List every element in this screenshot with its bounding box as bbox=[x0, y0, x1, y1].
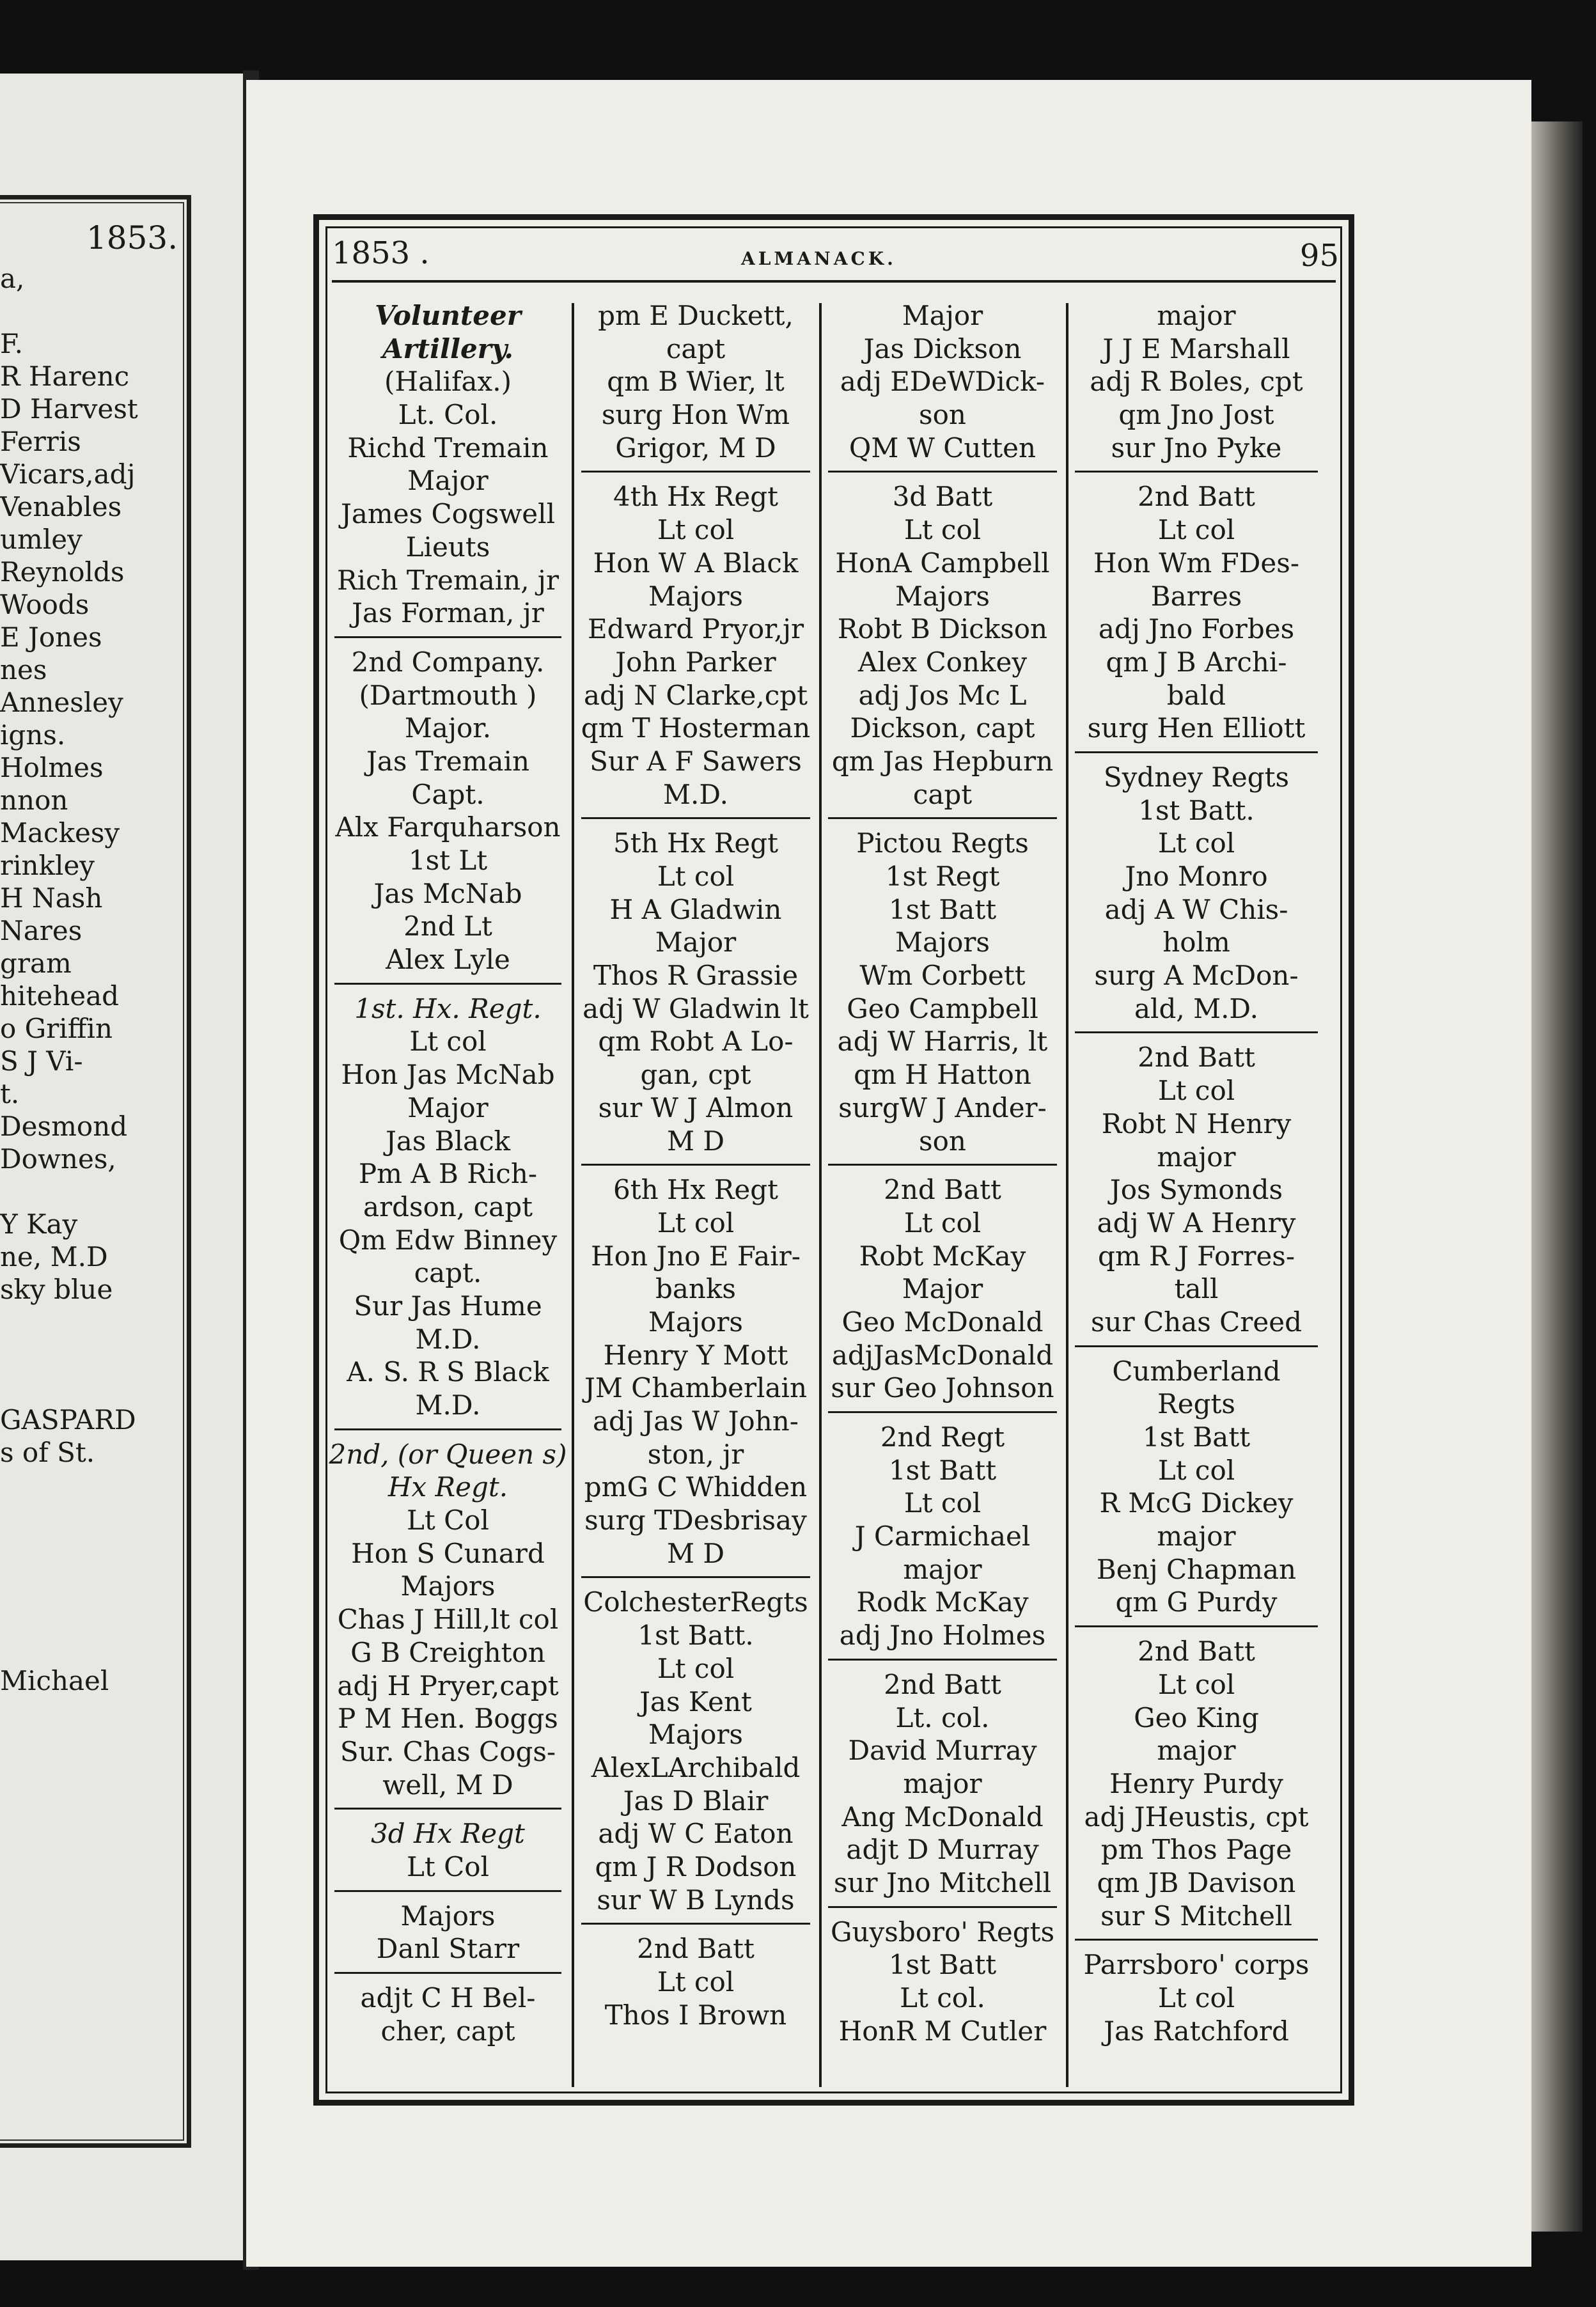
roster-line: sur Jno Pyke bbox=[1111, 432, 1282, 464]
left-page-line: gram bbox=[0, 948, 72, 979]
roster-line: Jas Ratchford bbox=[1104, 2015, 1289, 2047]
roster-line: capt bbox=[666, 332, 726, 364]
section-rule bbox=[581, 1164, 810, 1166]
roster-line: 2nd Batt bbox=[637, 1933, 755, 1965]
roster-line: adj Jno Forbes bbox=[1098, 613, 1295, 645]
left-page-line: a, bbox=[0, 263, 25, 294]
roster-line: Barres bbox=[1150, 580, 1242, 612]
section-rule bbox=[334, 1890, 561, 1892]
roster-line: P M Hen. Boggs bbox=[338, 1703, 558, 1735]
roster-line: Henry Y Mott bbox=[603, 1339, 788, 1371]
roster-line: adjt D Murray bbox=[846, 1834, 1039, 1866]
left-page-line: Nares bbox=[0, 915, 82, 946]
roster-line: holm bbox=[1162, 927, 1230, 958]
roster-line: Regts bbox=[1157, 1388, 1235, 1420]
roster-line: banks bbox=[655, 1273, 736, 1305]
roster-line: QM W Cutten bbox=[849, 432, 1037, 464]
roster-line: 1st Regt bbox=[885, 861, 1000, 892]
roster-line: pmG C Whidden bbox=[584, 1471, 808, 1503]
roster-line: Major. bbox=[404, 712, 492, 744]
roster-line: Sydney Regts bbox=[1103, 761, 1290, 793]
roster-line: major bbox=[1157, 1141, 1236, 1173]
column-4 bbox=[1068, 299, 1324, 2091]
roster-line: Dickson, capt bbox=[850, 712, 1035, 744]
roster-line: Alx Farquharson bbox=[335, 811, 561, 843]
roster-line: 1st. Hx. Regt. bbox=[354, 992, 542, 1024]
left-page-line: Michael bbox=[0, 1665, 109, 1696]
roster-line: adjJasMcDonald bbox=[831, 1339, 1054, 1371]
roster-line: Hon Jno E Fair- bbox=[591, 1240, 801, 1272]
roster-line: Robt B Dickson bbox=[837, 613, 1048, 645]
header-year: 1853 . bbox=[332, 235, 430, 271]
roster-line: well, M D bbox=[382, 1769, 513, 1801]
page-number: 95 bbox=[1299, 238, 1339, 274]
roster-line: qm J B Archi- bbox=[1106, 646, 1287, 678]
roster-line: Hx Regt. bbox=[387, 1471, 508, 1503]
section-rule bbox=[581, 471, 810, 473]
left-page-line: umley bbox=[0, 524, 82, 555]
section-rule bbox=[828, 1906, 1057, 1908]
running-header bbox=[332, 229, 1339, 283]
section-rule bbox=[1075, 751, 1318, 753]
roster-line: 2nd Batt bbox=[1138, 1042, 1255, 1074]
left-page-line: ne, M.D bbox=[0, 1241, 108, 1272]
roster-line: Major bbox=[655, 927, 737, 958]
roster-line: Lt col bbox=[1157, 514, 1235, 546]
almanack-page-frame bbox=[313, 214, 1354, 2106]
left-page-line: Desmond bbox=[0, 1111, 128, 1142]
roster-line: Jas Forman, jr bbox=[352, 597, 544, 629]
roster-line: (Halifax.) bbox=[384, 366, 512, 398]
roster-line: Jas Black bbox=[385, 1125, 511, 1157]
roster-line: M.D. bbox=[663, 778, 728, 810]
left-page-line bbox=[0, 1469, 179, 1501]
roster-line: qm Jas Hepburn bbox=[831, 745, 1054, 777]
roster-line: J J E Marshall bbox=[1102, 332, 1290, 364]
left-page-line: D Harvest bbox=[0, 393, 138, 425]
roster-line: 3d Batt bbox=[892, 481, 993, 513]
left-page-line bbox=[0, 1534, 179, 1567]
roster-line: ald, M.D. bbox=[1134, 992, 1258, 1024]
roster-line: HonR M Cutler bbox=[838, 2015, 1047, 2047]
roster-line: Pm A B Rich- bbox=[358, 1158, 538, 1190]
section-rule bbox=[1075, 1939, 1318, 1941]
left-page-line bbox=[0, 1567, 179, 1599]
roster-line: sur W J Almon bbox=[598, 1091, 794, 1123]
roster-line: adj Jos Mc L bbox=[858, 679, 1027, 711]
roster-line: Guysboro' Regts bbox=[830, 1916, 1055, 1948]
column-divider bbox=[572, 303, 574, 2087]
roster-line: J Carmichael bbox=[854, 1521, 1031, 1552]
roster-line: bald bbox=[1166, 679, 1226, 711]
section-rule bbox=[1075, 471, 1318, 473]
roster-line: pm E Duckett, bbox=[598, 300, 794, 331]
roster-line: (Dartmouth ) bbox=[359, 679, 537, 711]
roster-line: qm T Hosterman bbox=[581, 712, 811, 744]
roster-line: 2nd, (or Queen s) bbox=[329, 1438, 567, 1470]
roster-line: ColchesterRegts bbox=[583, 1586, 808, 1618]
roster-line: Jas Tremain bbox=[366, 745, 530, 777]
roster-line: Lt. col. bbox=[895, 1701, 990, 1733]
roster-line: Geo King bbox=[1134, 1701, 1259, 1733]
roster-line: tall bbox=[1174, 1273, 1219, 1305]
roster-line: Rich Tremain, jr bbox=[336, 564, 559, 596]
roster-line: Hon Jas McNab bbox=[341, 1059, 555, 1091]
roster-line: Jas D Blair bbox=[623, 1785, 769, 1817]
roster-line: Jno Monro bbox=[1125, 861, 1268, 892]
roster-line: surg A McDon- bbox=[1094, 960, 1299, 992]
roster-line: H A Gladwin bbox=[609, 893, 782, 925]
roster-line: Lt col bbox=[657, 514, 735, 546]
roster-line: Lt col bbox=[657, 861, 735, 892]
roster-line: Lt col bbox=[904, 1207, 982, 1239]
roster-line: Pictou Regts bbox=[856, 827, 1029, 859]
left-page-line: Annesley bbox=[0, 687, 123, 718]
left-page-line: nnon bbox=[0, 785, 68, 816]
roster-line: Lt col. bbox=[900, 1982, 985, 2014]
roster-line: 1st Batt. bbox=[638, 1620, 754, 1652]
roster-line: capt. bbox=[414, 1257, 482, 1289]
roster-line: pm Thos Page bbox=[1100, 1834, 1292, 1866]
roster-line: son bbox=[919, 399, 966, 431]
roster-line: 1st Batt bbox=[888, 1949, 997, 1981]
roster-line: Majors bbox=[648, 1306, 743, 1338]
roster-line: adj W Gladwin lt bbox=[583, 992, 809, 1024]
left-page-line: t. bbox=[0, 1078, 20, 1109]
roster-line: Lt col bbox=[409, 1026, 487, 1058]
roster-line: Thos I Brown bbox=[604, 1999, 787, 2031]
roster-line: sur Geo Johnson bbox=[831, 1372, 1054, 1404]
roster-line: 2nd Company. bbox=[351, 646, 545, 678]
section-rule bbox=[1075, 1625, 1318, 1627]
section-rule bbox=[334, 636, 561, 638]
roster-line: Edward Pryor,jr bbox=[587, 613, 804, 645]
roster-line: adjt C H Bel- bbox=[360, 1982, 536, 2014]
roster-line: son bbox=[919, 1125, 966, 1157]
roster-line: 2nd Lt bbox=[403, 911, 492, 942]
roster-line: Danl Starr bbox=[376, 1933, 520, 1965]
roster-line: Jas Dickson bbox=[863, 332, 1022, 364]
roster-line: M.D. bbox=[415, 1323, 481, 1355]
roster-line: Chas J Hill,lt col bbox=[337, 1604, 559, 1636]
left-page-line: R Harenc bbox=[0, 361, 130, 392]
roster-line: 2nd Batt bbox=[884, 1668, 1001, 1700]
roster-line: surg Hon Wm bbox=[601, 399, 790, 431]
left-page-line bbox=[0, 1338, 179, 1371]
roster-line: Volunteer bbox=[375, 300, 521, 331]
roster-line: Lt col bbox=[1157, 1454, 1235, 1486]
section-rule bbox=[1075, 1345, 1318, 1347]
roster-line: Grigor, M D bbox=[615, 432, 776, 464]
section-rule bbox=[828, 1411, 1057, 1413]
roster-line: Lt. Col. bbox=[398, 399, 498, 431]
left-page-line: H Nash bbox=[0, 882, 103, 914]
roster-line: qm B Wier, lt bbox=[607, 366, 785, 398]
roster-line: qm JB Davison bbox=[1097, 1866, 1296, 1898]
section-rule bbox=[581, 1576, 810, 1578]
roster-line: 2nd Batt bbox=[884, 1174, 1001, 1206]
roster-line: JM Chamberlain bbox=[584, 1372, 808, 1404]
roster-line: Thos R Grassie bbox=[593, 960, 799, 992]
roster-line: John Parker bbox=[615, 646, 776, 678]
roster-line: 1st Batt bbox=[1142, 1421, 1251, 1453]
roster-line: Lt col bbox=[657, 1207, 735, 1239]
roster-line: M D bbox=[666, 1125, 725, 1157]
roster-line: Lt col bbox=[1157, 1982, 1235, 2014]
left-page-line: s of St. bbox=[0, 1437, 95, 1468]
left-page-line: S J Vi- bbox=[0, 1045, 83, 1077]
roster-line: Cumberland bbox=[1112, 1355, 1281, 1387]
roster-line: Majors bbox=[648, 1719, 743, 1751]
roster-line: Richd Tremain bbox=[347, 432, 549, 464]
left-page-line: Downes, bbox=[0, 1143, 116, 1175]
roster-line: Lt col bbox=[1157, 827, 1235, 859]
roster-line: Lt col bbox=[1157, 1075, 1235, 1107]
left-page bbox=[0, 74, 243, 2260]
roster-line: 2nd Batt bbox=[1138, 481, 1255, 513]
section-rule bbox=[828, 817, 1057, 819]
roster-line: adj EDeWDick- bbox=[840, 366, 1045, 398]
left-page-line bbox=[0, 1599, 179, 1632]
roster-line: Major bbox=[902, 1273, 983, 1305]
section-rule bbox=[581, 1923, 810, 1925]
left-page-line: Y Kay bbox=[0, 1208, 78, 1240]
left-page-line: Mackesy bbox=[0, 817, 120, 849]
roster-line: adj W Harris, lt bbox=[837, 1026, 1048, 1058]
left-page-line bbox=[0, 1632, 179, 1664]
roster-line: 1st Batt bbox=[888, 893, 997, 925]
roster-line: gan, cpt bbox=[640, 1059, 751, 1091]
roster-line: sur Chas Creed bbox=[1091, 1306, 1302, 1338]
roster-line: 5th Hx Regt bbox=[613, 827, 778, 859]
roster-line: adj N Clarke,cpt bbox=[583, 679, 808, 711]
roster-line: Henry Purdy bbox=[1109, 1767, 1283, 1799]
roster-line: adj Jno Holmes bbox=[839, 1620, 1046, 1652]
roster-line: 1st Batt bbox=[888, 1454, 997, 1486]
roster-line: G B Creighton bbox=[350, 1636, 545, 1668]
section-rule bbox=[1075, 1031, 1318, 1033]
column-3 bbox=[822, 299, 1063, 2091]
roster-line: adj JHeustis, cpt bbox=[1084, 1801, 1309, 1833]
roster-line: Lt Col bbox=[407, 1505, 489, 1537]
roster-line: adj A W Chis- bbox=[1104, 893, 1288, 925]
roster-line: Jos Symonds bbox=[1109, 1174, 1283, 1206]
roster-line: Lt col bbox=[657, 1966, 735, 1998]
roster-line: Majors bbox=[895, 927, 990, 958]
section-rule bbox=[334, 1428, 561, 1430]
roster-line: surg Hen Elliott bbox=[1087, 712, 1306, 744]
roster-line: Wm Corbett bbox=[859, 960, 1026, 992]
roster-line: Alex Lyle bbox=[386, 944, 510, 976]
roster-line: adj R Boles, cpt bbox=[1090, 366, 1303, 398]
roster-line: major bbox=[903, 1553, 982, 1585]
page-edge-shadow bbox=[1531, 121, 1583, 2232]
roster-line: adj W A Henry bbox=[1097, 1207, 1296, 1239]
roster-line: sur W B Lynds bbox=[597, 1884, 795, 1916]
column-2 bbox=[575, 299, 817, 2091]
left-page-line: o Griffin bbox=[0, 1013, 113, 1044]
left-page-line: Ferris bbox=[0, 426, 81, 457]
roster-line: R McG Dickey bbox=[1099, 1487, 1294, 1519]
section-rule bbox=[828, 1659, 1057, 1661]
left-page-line bbox=[0, 1371, 179, 1404]
roster-line: Ang McDonald bbox=[841, 1801, 1044, 1833]
roster-line: sur S Mitchell bbox=[1100, 1900, 1292, 1932]
roster-line: Artillery. bbox=[382, 332, 514, 364]
roster-line: Jas Kent bbox=[639, 1685, 752, 1717]
left-page-line bbox=[0, 1306, 179, 1338]
roster-line: M D bbox=[666, 1537, 725, 1569]
roster-line: Majors bbox=[648, 580, 743, 612]
left-page-line bbox=[0, 295, 179, 327]
roster-line: Qm Edw Binney bbox=[338, 1224, 558, 1256]
left-page-line: GASPARD bbox=[0, 1404, 136, 1435]
roster-line: qm Jno Jost bbox=[1118, 399, 1274, 431]
left-page-line: Reynolds bbox=[0, 556, 125, 588]
roster-line: 1st Lt bbox=[408, 845, 488, 876]
roster-line: Hon S Cunard bbox=[351, 1537, 545, 1569]
left-page-line: Woods bbox=[0, 589, 90, 620]
roster-line: Robt N Henry bbox=[1101, 1107, 1292, 1139]
roster-line: qm R J Forres- bbox=[1097, 1240, 1295, 1272]
left-page-line: E Jones bbox=[0, 622, 102, 653]
left-page-line: hitehead bbox=[0, 980, 120, 1012]
roster-line: Hon W A Black bbox=[593, 547, 799, 579]
roster-line: Major bbox=[407, 1091, 489, 1123]
roster-line: Robt McKay bbox=[859, 1240, 1026, 1272]
left-page-line: Venables bbox=[0, 491, 122, 522]
roster-line: adj H Pryer,capt bbox=[337, 1670, 559, 1701]
section-rule bbox=[334, 983, 561, 985]
roster-line: surg TDesbrisay bbox=[584, 1505, 807, 1537]
roster-line: Sur A F Sawers bbox=[590, 745, 802, 777]
section-rule bbox=[581, 817, 810, 819]
roster-line: cher, capt bbox=[380, 2015, 515, 2047]
roster-line: Major bbox=[902, 300, 983, 331]
left-page-line bbox=[0, 1175, 179, 1208]
roster-line: qm Robt A Lo- bbox=[598, 1026, 794, 1058]
roster-line: surgW J Ander- bbox=[838, 1091, 1047, 1123]
roster-line: Lt col bbox=[904, 514, 982, 546]
roster-line: qm J R Dodson bbox=[595, 1850, 797, 1882]
section-rule bbox=[828, 1164, 1057, 1166]
roster-line: adj Jas W John- bbox=[592, 1405, 799, 1437]
roster-line: Lt col bbox=[904, 1487, 982, 1519]
left-page-line: rinkley bbox=[0, 850, 95, 881]
roster-line: Lt col bbox=[657, 1652, 735, 1684]
roster-line: ardson, capt bbox=[363, 1191, 533, 1223]
left-page-year: 1853. bbox=[86, 219, 178, 256]
roster-line: AlexLArchibald bbox=[591, 1751, 801, 1783]
roster-line: qm H Hatton bbox=[854, 1059, 1031, 1091]
roster-line: M.D. bbox=[415, 1389, 481, 1421]
left-page-line: nes bbox=[0, 654, 47, 685]
roster-line: 3d Hx Regt bbox=[371, 1818, 525, 1850]
roster-line: sur Jno Mitchell bbox=[833, 1866, 1052, 1898]
roster-line: Capt. bbox=[411, 778, 485, 810]
left-page-line: sky blue bbox=[0, 1274, 113, 1305]
roster-line: capt bbox=[912, 778, 973, 810]
section-rule bbox=[334, 1972, 561, 1974]
left-page-text bbox=[0, 262, 179, 1697]
roster-line: Parrsboro' corps bbox=[1083, 1949, 1310, 1981]
roster-line: Sur Jas Hume bbox=[354, 1290, 542, 1322]
roster-line: Major bbox=[407, 465, 489, 497]
section-rule bbox=[828, 471, 1057, 473]
section-rule bbox=[334, 1808, 561, 1810]
roster-line: James Cogswell bbox=[341, 498, 555, 530]
left-page-line: Holmes bbox=[0, 752, 104, 783]
left-page-line: igns. bbox=[0, 719, 66, 751]
roster-line: David Murray bbox=[848, 1735, 1037, 1767]
roster-line: 2nd Batt bbox=[1138, 1636, 1255, 1668]
left-page-line bbox=[0, 1501, 179, 1534]
roster-line: HonA Campbell bbox=[835, 547, 1050, 579]
roster-line: Benj Chapman bbox=[1096, 1553, 1297, 1585]
roster-line: Alex Conkey bbox=[857, 646, 1028, 678]
roster-line: Lt Col bbox=[407, 1850, 489, 1882]
roster-line: Lieuts bbox=[405, 531, 490, 563]
roster-line: Majors bbox=[400, 1900, 496, 1932]
header-title: ALMANACK. bbox=[741, 248, 896, 269]
roster-line: Lt col bbox=[1157, 1668, 1235, 1700]
roster-line: major bbox=[1157, 1521, 1236, 1552]
left-page-line: F. bbox=[0, 328, 23, 359]
roster-line: Jas McNab bbox=[373, 877, 522, 909]
roster-line: Geo Campbell bbox=[847, 992, 1038, 1024]
roster-line: Hon Wm FDes- bbox=[1093, 547, 1300, 579]
roster-line: 2nd Regt bbox=[880, 1421, 1005, 1453]
roster-line: 6th Hx Regt bbox=[613, 1174, 778, 1206]
roster-line: 1st Batt. bbox=[1138, 794, 1255, 826]
roster-line: Geo McDonald bbox=[841, 1306, 1044, 1338]
left-page-line: Vicars,adj bbox=[0, 458, 136, 490]
roster-line: major bbox=[1157, 1735, 1236, 1767]
roster-line: ston, jr bbox=[647, 1438, 744, 1470]
roster-line: A. S. R S Black bbox=[347, 1356, 549, 1388]
roster-line: major bbox=[903, 1767, 982, 1799]
roster-line: 4th Hx Regt bbox=[613, 481, 778, 513]
roster-line: major bbox=[1157, 300, 1236, 331]
roster-line: qm G Purdy bbox=[1115, 1586, 1278, 1618]
roster-line: Sur. Chas Cogs- bbox=[340, 1735, 556, 1767]
roster-line: Majors bbox=[895, 580, 990, 612]
roster-line: Rodk McKay bbox=[856, 1586, 1029, 1618]
roster-line: Majors bbox=[400, 1570, 496, 1602]
column-1 bbox=[328, 299, 568, 2091]
roster-line: adj W C Eaton bbox=[598, 1818, 794, 1850]
